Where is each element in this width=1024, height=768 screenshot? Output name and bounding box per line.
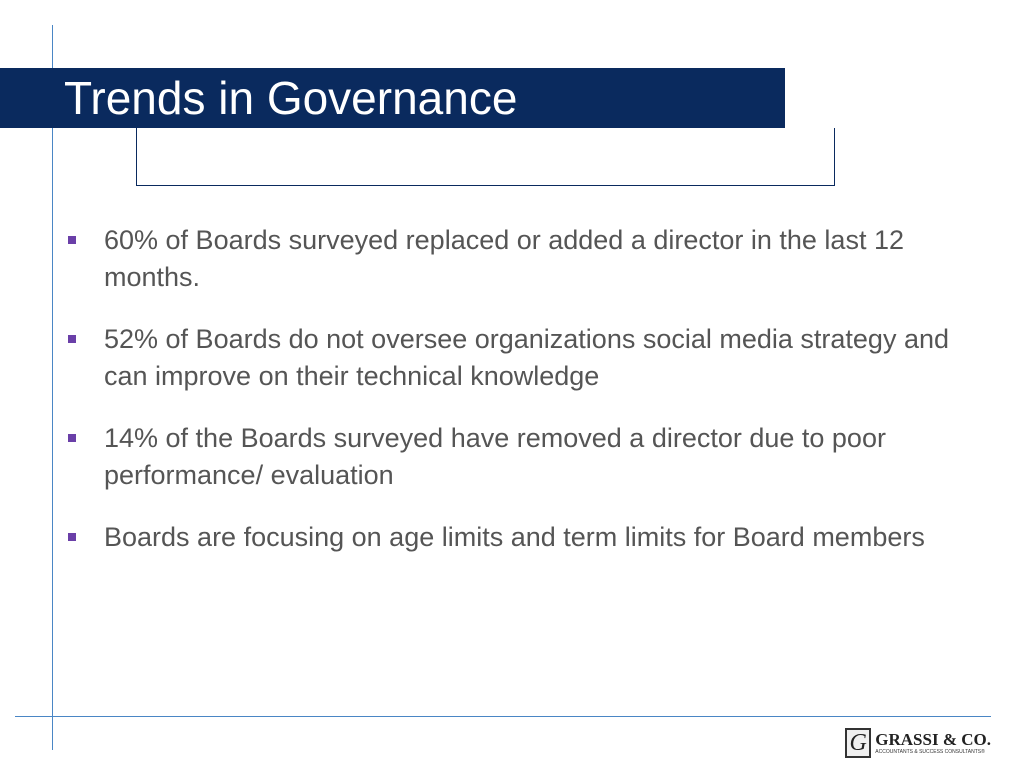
- logo-tagline: ACCOUNTANTS & SUCCESS CONSULTANTS®: [875, 749, 985, 755]
- slide-title: Trends in Governance: [64, 72, 518, 124]
- square-bullet-icon: [68, 236, 76, 244]
- bullet-list: [68, 222, 968, 581]
- bullet-item: [68, 420, 968, 494]
- bullet-item: [68, 321, 968, 395]
- horizontal-rule: [15, 716, 991, 717]
- square-bullet-icon: [68, 434, 76, 442]
- bullet-text: 14% of the Boards surveyed have removed a director due to poor performance/ evaluation: [104, 423, 886, 490]
- logo-name: GRASSI & CO.: [875, 730, 991, 749]
- vertical-rule: [52, 25, 53, 750]
- subtitle-box: [136, 128, 835, 186]
- company-logo: [845, 726, 991, 760]
- bullet-text: 52% of Boards do not oversee organizations social media strategy and can improve on their technical knowledge: [104, 324, 950, 391]
- bullet-item: [68, 519, 968, 556]
- square-bullet-icon: [68, 335, 76, 343]
- square-bullet-icon: [68, 533, 76, 541]
- logo-mark-icon: G: [845, 728, 871, 758]
- bullet-text: Boards are focusing on age limits and term limits for Board members: [104, 522, 925, 552]
- bullet-text: 60% of Boards surveyed replaced or added a director in the last 12 months.: [104, 225, 904, 292]
- logo-text: [875, 731, 991, 755]
- bullet-item: [68, 222, 968, 296]
